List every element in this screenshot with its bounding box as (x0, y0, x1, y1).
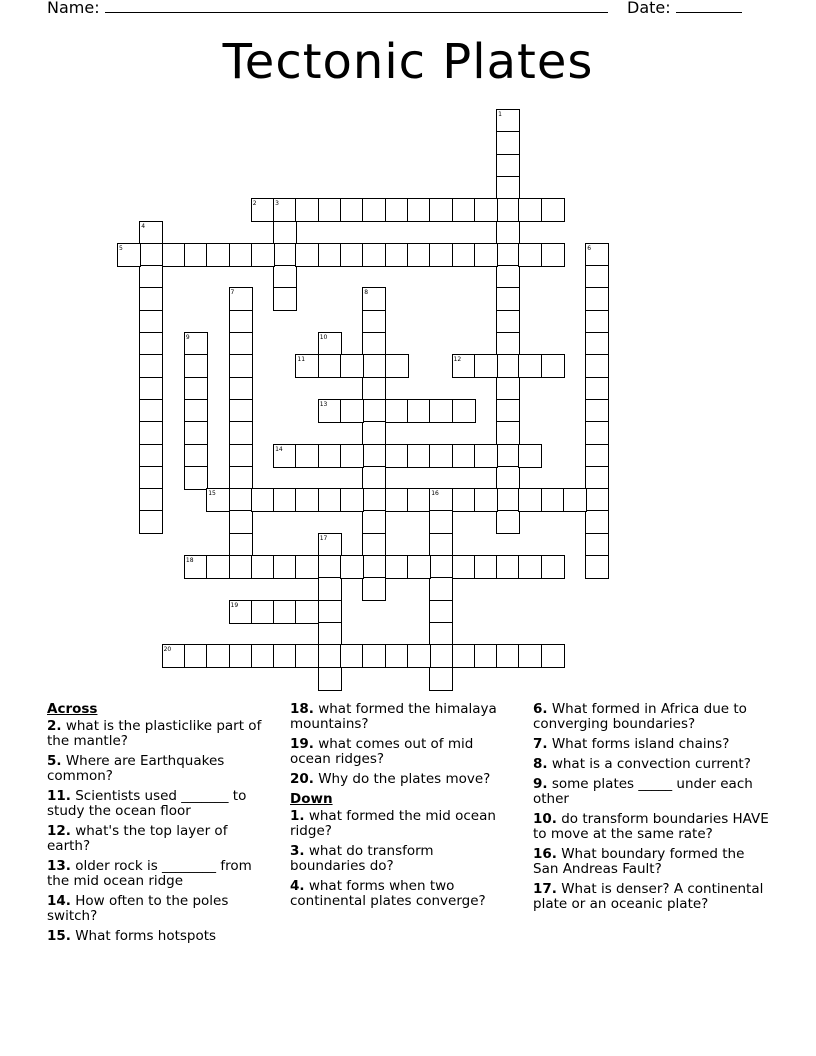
crossword-cell[interactable] (496, 109, 520, 133)
clue-item (47, 754, 269, 784)
crossword-cell[interactable] (206, 243, 230, 267)
clue-number-label: 14 (275, 445, 283, 453)
crossword-cell[interactable] (385, 243, 409, 267)
crossword-cell[interactable] (273, 287, 297, 311)
crossword-cell[interactable] (318, 622, 342, 646)
clue-number: 15. (47, 928, 71, 944)
crossword-cell[interactable] (362, 377, 386, 401)
crossword-cell[interactable] (229, 644, 253, 668)
crossword-cell[interactable] (496, 377, 520, 401)
crossword-cell[interactable] (496, 555, 520, 579)
crossword-cell[interactable] (496, 332, 520, 356)
crossword-cell[interactable] (318, 667, 342, 691)
clue-list (47, 719, 269, 944)
crossword-cell[interactable] (362, 488, 386, 512)
crossword-cell[interactable] (362, 310, 386, 334)
clue-text: What boundary formed the San Andreas Fault? (533, 846, 745, 877)
clue-number: 12. (47, 823, 71, 839)
crossword-cell[interactable] (295, 444, 319, 468)
clue-text: what forms when two continental plates converge? (290, 878, 486, 909)
crossword-cell[interactable] (362, 332, 386, 356)
crossword-cell[interactable] (385, 354, 409, 378)
crossword-cell[interactable] (452, 354, 476, 378)
crossword-cell[interactable] (407, 555, 431, 579)
clue-number-label: 12 (453, 356, 462, 364)
crossword-cell[interactable] (340, 354, 364, 378)
clue-text: what is the plasticlike part of the mantle? (47, 718, 262, 749)
clue-list (290, 702, 512, 787)
clue-item (290, 737, 512, 767)
clues-column-2 (290, 702, 512, 914)
crossword-cell[interactable] (229, 310, 253, 334)
date-label: Date: (627, 0, 671, 17)
crossword-cell[interactable] (318, 243, 342, 267)
crossword-cell[interactable] (184, 444, 208, 468)
clue-number-label: 9 (185, 334, 190, 341)
crossword-cell[interactable] (340, 555, 364, 579)
clue-text: some plates _____ under each other (533, 776, 753, 807)
crossword-cell[interactable] (318, 533, 342, 557)
crossword-cell[interactable] (340, 243, 364, 267)
clues-column-3 (533, 702, 769, 917)
crossword-cell[interactable] (385, 399, 409, 423)
crossword-cell[interactable] (229, 510, 253, 534)
crossword-cell[interactable] (229, 488, 253, 512)
crossword-cell[interactable] (362, 510, 386, 534)
clue-item (47, 824, 269, 854)
clue-item (533, 847, 769, 877)
crossword-cell[interactable] (496, 287, 520, 311)
clue-number-label: 15 (208, 490, 216, 498)
crossword-cell[interactable] (452, 555, 476, 579)
crossword-cell[interactable] (206, 555, 230, 579)
crossword-cell[interactable] (429, 243, 453, 267)
crossword-cell[interactable] (117, 243, 141, 267)
crossword-cell[interactable] (139, 265, 163, 289)
crossword-cell[interactable] (139, 243, 163, 267)
crossword-cell[interactable] (295, 488, 319, 512)
crossword-cell[interactable] (429, 399, 453, 423)
crossword-cell[interactable] (585, 377, 609, 401)
crossword-cell[interactable] (229, 243, 253, 267)
clue-number: 11. (47, 788, 71, 804)
crossword-cell[interactable] (496, 131, 520, 155)
crossword-cell[interactable] (496, 421, 520, 445)
clue-number: 20. (290, 771, 314, 787)
crossword-cell[interactable] (362, 287, 386, 311)
crossword-cell[interactable] (585, 287, 609, 311)
clue-number-label: 7 (230, 289, 235, 297)
crossword-cell[interactable] (429, 444, 453, 468)
clue-number: 14. (47, 893, 71, 909)
clue-number: 3. (290, 843, 305, 859)
clue-text: what is a convection current? (547, 756, 751, 772)
down-heading: Down (290, 791, 333, 807)
crossword-cell[interactable] (518, 198, 542, 222)
crossword-cell[interactable] (407, 644, 431, 668)
crossword-cell[interactable] (429, 198, 453, 222)
crossword-cell[interactable] (362, 399, 386, 423)
crossword-cell[interactable] (206, 644, 230, 668)
crossword-cell[interactable] (184, 555, 208, 579)
crossword-cell[interactable] (229, 421, 253, 445)
crossword-cell[interactable] (318, 577, 342, 601)
clue-number-label: 10 (319, 334, 328, 341)
crossword-cell[interactable] (295, 600, 319, 624)
clue-number: 17. (533, 881, 557, 897)
clue-item (47, 859, 269, 889)
clue-number: 8. (533, 756, 548, 772)
crossword-cell[interactable] (541, 243, 565, 267)
crossword-cell[interactable] (318, 444, 342, 468)
crossword-cell[interactable] (496, 444, 520, 468)
crossword-cell[interactable] (429, 577, 453, 601)
crossword-cell[interactable] (585, 555, 609, 579)
crossword-cell[interactable] (585, 332, 609, 356)
crossword-cell[interactable] (452, 243, 476, 267)
clue-text: What formed in Africa due to converging boundaries? (533, 701, 747, 732)
crossword-cell[interactable] (340, 444, 364, 468)
crossword-cell[interactable] (273, 243, 297, 267)
crossword-cell[interactable] (452, 488, 476, 512)
crossword-cell[interactable] (385, 644, 409, 668)
crossword-cell[interactable] (318, 198, 342, 222)
crossword-cell[interactable] (340, 644, 364, 668)
crossword-cell[interactable] (139, 466, 163, 490)
clue-number-label: 4 (141, 222, 146, 230)
crossword-cell[interactable] (541, 488, 565, 512)
clue-item (290, 844, 512, 874)
clue-number-label: 11 (297, 356, 306, 364)
crossword-cell[interactable] (229, 287, 253, 311)
clue-text: older rock is ________ from the mid ocean ridge (47, 858, 252, 889)
crossword-cell[interactable] (273, 488, 297, 512)
clue-text: What forms hotspots (70, 928, 217, 944)
crossword-cell[interactable] (139, 310, 163, 334)
crossword-cell[interactable] (429, 667, 453, 691)
clue-number: 9. (533, 776, 548, 792)
crossword-cell[interactable] (496, 154, 520, 178)
crossword-cell[interactable] (229, 444, 253, 468)
crossword-cell[interactable] (496, 510, 520, 534)
clue-number-label: 1 (498, 111, 502, 118)
clue-list (533, 702, 769, 912)
crossword-cell[interactable] (273, 444, 297, 468)
crossword-cell[interactable] (340, 399, 364, 423)
crossword-cell[interactable] (318, 600, 342, 624)
crossword-cell[interactable] (139, 377, 163, 401)
crossword-cell[interactable] (229, 354, 253, 378)
crossword-cell[interactable] (318, 644, 342, 668)
crossword-cell[interactable] (340, 488, 364, 512)
crossword-cell[interactable] (295, 198, 319, 222)
clue-number: 5. (47, 753, 62, 769)
crossword-cell[interactable] (229, 377, 253, 401)
crossword-cell[interactable] (318, 555, 342, 579)
crossword-cell[interactable] (429, 622, 453, 646)
crossword-cell[interactable] (541, 644, 565, 668)
crossword-cell[interactable] (496, 644, 520, 668)
crossword-cell[interactable] (184, 377, 208, 401)
crossword-cell[interactable] (385, 488, 409, 512)
crossword-cell[interactable] (139, 354, 163, 378)
clue-item (533, 882, 769, 912)
clue-number-label: 5 (119, 244, 123, 252)
crossword-cell[interactable] (496, 176, 520, 200)
crossword-cell[interactable] (340, 198, 364, 222)
clue-text: what formed the mid ocean ridge? (290, 808, 496, 839)
crossword-cell[interactable] (496, 243, 520, 267)
crossword-cell[interactable] (407, 198, 431, 222)
clue-item (533, 757, 769, 772)
clue-number-label: 13 (319, 400, 328, 408)
crossword-cell[interactable] (474, 243, 498, 267)
clue-number: 4. (290, 878, 305, 894)
crossword-cell[interactable] (407, 243, 431, 267)
crossword-cell[interactable] (362, 354, 386, 378)
crossword-cell[interactable] (139, 399, 163, 423)
clue-item (47, 894, 269, 924)
across-heading: Across (47, 701, 98, 717)
clue-text: what do transform boundaries do? (290, 843, 434, 874)
crossword-cell[interactable] (362, 644, 386, 668)
clue-number-label: 20 (163, 646, 172, 654)
crossword-cell[interactable] (229, 399, 253, 423)
clue-item (533, 702, 769, 732)
clue-number: 7. (533, 736, 548, 752)
clue-text: How often to the poles switch? (47, 893, 229, 924)
crossword-cell[interactable] (474, 354, 498, 378)
crossword-cell[interactable] (452, 444, 476, 468)
crossword-cell[interactable] (295, 644, 319, 668)
clue-number-label: 6 (587, 244, 592, 252)
crossword-cell[interactable] (585, 510, 609, 534)
crossword-cell[interactable] (318, 354, 342, 378)
clue-text: what's the top layer of earth? (47, 823, 228, 854)
crossword-cell[interactable] (273, 600, 297, 624)
crossword-cell[interactable] (184, 243, 208, 267)
clue-item (533, 777, 769, 807)
clues-column-1 (47, 702, 269, 949)
clue-text: Where are Earthquakes common? (47, 753, 225, 784)
clue-item (47, 789, 269, 819)
crossword-cell[interactable] (362, 198, 386, 222)
crossword-cell[interactable] (273, 221, 297, 245)
crossword-cell[interactable] (496, 354, 520, 378)
crossword-cell[interactable] (452, 198, 476, 222)
crossword-cell[interactable] (229, 600, 253, 624)
crossword-cell[interactable] (318, 488, 342, 512)
crossword-cell[interactable] (251, 555, 275, 579)
crossword-cell[interactable] (496, 488, 520, 512)
crossword-cell[interactable] (474, 198, 498, 222)
crossword-cell[interactable] (139, 332, 163, 356)
crossword-cell[interactable] (318, 399, 342, 423)
crossword-cell[interactable] (251, 198, 275, 222)
clue-number: 18. (290, 701, 314, 717)
crossword-cell[interactable] (362, 555, 386, 579)
crossword-cell[interactable] (585, 421, 609, 445)
crossword-cell[interactable] (541, 198, 565, 222)
crossword-cell[interactable] (585, 533, 609, 557)
clue-number: 2. (47, 718, 62, 734)
clue-number-label: 8 (364, 289, 369, 297)
clue-item (533, 737, 769, 752)
crossword-cell[interactable] (362, 466, 386, 490)
clue-number-label: 19 (230, 601, 239, 609)
name-label: Name: (47, 0, 100, 17)
clue-item (290, 702, 512, 732)
clue-number-label: 3 (275, 200, 279, 208)
crossword-cell[interactable] (273, 265, 297, 289)
crossword-cell[interactable] (273, 555, 297, 579)
crossword-cell[interactable] (273, 644, 297, 668)
crossword-cell[interactable] (362, 444, 386, 468)
clue-number: 16. (533, 846, 557, 862)
clue-item (47, 719, 269, 749)
crossword-cell[interactable] (139, 488, 163, 512)
clue-number: 6. (533, 701, 548, 717)
crossword-cell[interactable] (251, 600, 275, 624)
crossword-cell[interactable] (162, 644, 186, 668)
crossword-cell[interactable] (229, 555, 253, 579)
clue-text: What is denser? A continental plate or an oceanic plate? (533, 881, 764, 912)
crossword-cell[interactable] (362, 577, 386, 601)
crossword-cell[interactable] (496, 466, 520, 490)
crossword-cell[interactable] (496, 198, 520, 222)
crossword-cell[interactable] (452, 399, 476, 423)
crossword-cell[interactable] (362, 421, 386, 445)
clue-item (290, 772, 512, 787)
clue-item (290, 809, 512, 839)
crossword-cell[interactable] (362, 243, 386, 267)
page-title: Tectonic Plates (222, 34, 594, 90)
crossword-cell[interactable] (518, 243, 542, 267)
crossword-cell[interactable] (429, 555, 453, 579)
clue-text: What forms island chains? (547, 736, 730, 752)
crossword-cell[interactable] (429, 488, 453, 512)
crossword-cell[interactable] (184, 644, 208, 668)
crossword-cell[interactable] (474, 444, 498, 468)
crossword-cell[interactable] (518, 354, 542, 378)
clue-list (290, 809, 512, 909)
crossword-cell[interactable] (429, 510, 453, 534)
crossword-cell[interactable] (541, 354, 565, 378)
crossword-cell[interactable] (229, 533, 253, 557)
crossword-cell[interactable] (295, 354, 319, 378)
clue-number: 10. (533, 811, 557, 827)
clue-item (47, 929, 269, 944)
clue-number-label: 2 (252, 200, 257, 208)
crossword-cell[interactable] (585, 466, 609, 490)
crossword-cell[interactable] (474, 644, 498, 668)
crossword-cell[interactable] (474, 555, 498, 579)
crossword-cell[interactable] (407, 399, 431, 423)
crossword-cell[interactable] (184, 466, 208, 490)
clue-number-label: 16 (431, 490, 439, 498)
crossword-cell[interactable] (229, 466, 253, 490)
clue-text: do transform boundaries HAVE to move at the same rate? (533, 811, 769, 842)
crossword-cell[interactable] (518, 444, 542, 468)
crossword-cell[interactable] (139, 510, 163, 534)
crossword-cell[interactable] (206, 488, 230, 512)
crossword-cell[interactable] (385, 555, 409, 579)
crossword-cell[interactable] (585, 243, 609, 267)
crossword-cell[interactable] (585, 444, 609, 468)
crossword-cell[interactable] (184, 332, 208, 356)
crossword-cell[interactable] (585, 265, 609, 289)
crossword-cell[interactable] (429, 644, 453, 668)
clue-text: what formed the himalaya mountains? (290, 701, 497, 732)
crossword-cell[interactable] (563, 488, 587, 512)
clue-number: 1. (290, 808, 305, 824)
crossword-cell[interactable] (139, 287, 163, 311)
crossword-cell[interactable] (585, 310, 609, 334)
crossword-cell[interactable] (251, 243, 275, 267)
crossword-cell[interactable] (385, 444, 409, 468)
crossword-cell[interactable] (318, 332, 342, 356)
clue-number-label: 18 (185, 557, 194, 564)
crossword-cell[interactable] (184, 399, 208, 423)
crossword-cell[interactable] (184, 354, 208, 378)
crossword-cell[interactable] (585, 488, 609, 512)
crossword-cell[interactable] (362, 533, 386, 557)
crossword-cell[interactable] (139, 421, 163, 445)
crossword-cell[interactable] (229, 332, 253, 356)
crossword-cell[interactable] (585, 354, 609, 378)
crossword-cell[interactable] (407, 444, 431, 468)
crossword-cell[interactable] (429, 533, 453, 557)
clue-text: what comes out of mid ocean ridges? (290, 736, 474, 767)
crossword-cell[interactable] (162, 243, 186, 267)
crossword-cell[interactable] (295, 555, 319, 579)
crossword-cell[interactable] (139, 444, 163, 468)
crossword-cell[interactable] (251, 644, 275, 668)
clue-item (533, 812, 769, 842)
crossword-cell[interactable] (407, 488, 431, 512)
crossword-cell[interactable] (541, 555, 565, 579)
clue-item (290, 879, 512, 909)
crossword-cell[interactable] (585, 399, 609, 423)
crossword-cell[interactable] (518, 644, 542, 668)
crossword-cell[interactable] (251, 488, 275, 512)
crossword-cell[interactable] (518, 555, 542, 579)
crossword-cell[interactable] (385, 198, 409, 222)
clue-number: 19. (290, 736, 314, 752)
clue-text: Scientists used _______ to study the ocean floor (47, 788, 247, 819)
clue-text: Why do the plates move? (313, 771, 491, 787)
clue-number: 13. (47, 858, 71, 874)
crossword-cell[interactable] (496, 265, 520, 289)
crossword-cell[interactable] (496, 221, 520, 245)
crossword-cell[interactable] (184, 421, 208, 445)
crossword-cell[interactable] (295, 243, 319, 267)
crossword-cell[interactable] (496, 310, 520, 334)
clue-number-label: 17 (319, 534, 328, 542)
crossword-cell[interactable] (429, 600, 453, 624)
crossword-cell[interactable] (273, 198, 297, 222)
crossword-cell[interactable] (496, 399, 520, 423)
crossword-cell[interactable] (139, 221, 163, 245)
crossword-cell[interactable] (518, 488, 542, 512)
crossword-cell[interactable] (452, 644, 476, 668)
crossword-cell[interactable] (474, 488, 498, 512)
